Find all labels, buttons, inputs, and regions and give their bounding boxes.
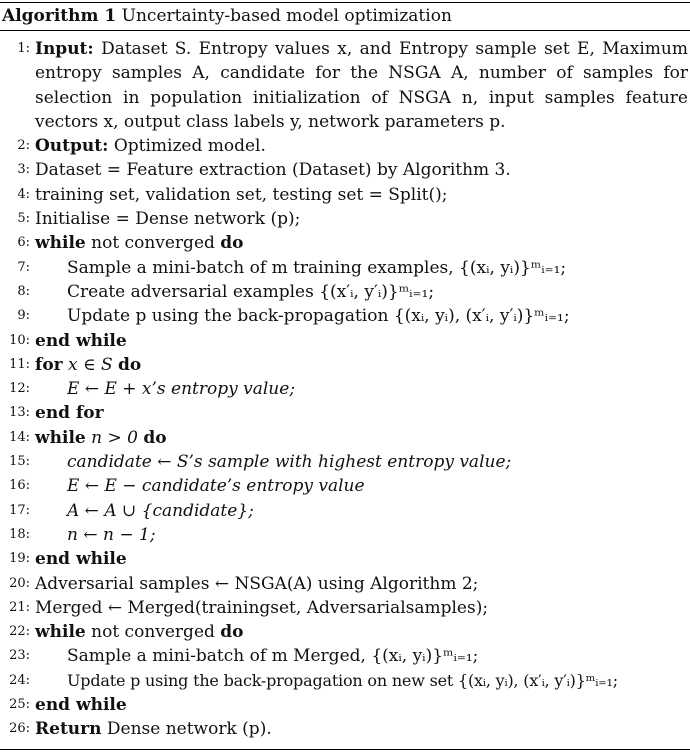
algorithm-line-end-while	[0, 693, 690, 717]
keyword-do: do	[220, 622, 244, 643]
algorithm-line	[0, 304, 690, 328]
line-text: Dataset = Feature extraction (Dataset) by Algorithm 3.	[35, 160, 511, 181]
line-text: Initialise = Dense network (p);	[35, 209, 301, 230]
line-text: A ← A ∪ {candidate};	[67, 500, 254, 521]
algorithm-line	[0, 207, 690, 231]
algorithm-line	[0, 256, 690, 280]
algorithm-line	[0, 450, 690, 474]
keyword-for: for	[35, 354, 63, 375]
keyword-while: while	[35, 233, 86, 254]
algorithm-line-end-while	[0, 329, 690, 353]
keyword-end-while: end while	[35, 549, 127, 570]
algorithm-line	[0, 669, 690, 693]
line-text: n ← n − 1;	[67, 524, 156, 545]
algorithm-line-input	[0, 37, 690, 134]
keyword-end-while: end while	[35, 695, 127, 716]
algorithm-line-while	[0, 426, 690, 450]
line-number: 7:	[17, 259, 30, 275]
line-number: 19:	[9, 551, 30, 567]
keyword-do: do	[143, 427, 167, 448]
line-text: Dense network (p).	[106, 719, 272, 740]
algorithm-line-while	[0, 231, 690, 255]
bottom-rule	[0, 749, 690, 750]
algorithm-lines	[0, 37, 690, 742]
keyword-return: Return	[35, 719, 102, 740]
line-text: Dataset S. Entropy values x, and Entropy sample set E, Maximum entropy samples A, candidate for the NSGA A, number of samples for selection in population initialization of NSGA n, input samples feature vectors x, output class labels y, network parameters p.	[35, 39, 688, 132]
algorithm-line	[0, 523, 690, 547]
line-number: 17:	[9, 502, 30, 518]
keyword-input: Input:	[35, 39, 94, 59]
line-number: 26:	[9, 721, 30, 737]
line-number: 15:	[9, 454, 30, 470]
line-number: 22:	[9, 624, 30, 640]
keyword-end-for: end for	[35, 403, 104, 424]
line-number: 6:	[17, 235, 30, 251]
keyword-do: do	[220, 233, 244, 254]
line-number: 23:	[9, 648, 30, 664]
algorithm-line-for	[0, 353, 690, 377]
algorithm-caption	[2, 5, 452, 27]
line-text: not converged	[91, 233, 215, 254]
line-number: 4:	[17, 186, 30, 202]
line-text: Update p using the back-propagation {(xᵢ, yᵢ), (x′ᵢ, y′ᵢ)}ᵐᵢ₌₁;	[67, 306, 570, 327]
algorithm-line-end-for	[0, 401, 690, 425]
line-number: 10:	[9, 332, 30, 348]
algorithm-line	[0, 596, 690, 620]
line-text: Sample a mini-batch of m training examples, {(xᵢ, yᵢ)}ᵐᵢ₌₁;	[67, 257, 567, 278]
line-number: 12:	[9, 381, 30, 397]
algorithm-line	[0, 644, 690, 668]
algorithm-line	[0, 474, 690, 498]
algorithm-line	[0, 572, 690, 596]
line-text: candidate ← S’s sample with highest entropy value;	[67, 452, 512, 473]
line-text: x ∈ S	[68, 354, 113, 375]
algorithm-line	[0, 377, 690, 401]
algorithm-line-output	[0, 134, 690, 158]
line-text: Update p using the back-propagation on new set {(xᵢ, yᵢ), (x′ᵢ, y′ᵢ)}ᵐᵢ₌₁;	[67, 670, 618, 690]
line-number: 9:	[17, 308, 30, 324]
algorithm-line	[0, 499, 690, 523]
caption-label: Algorithm 1	[2, 6, 117, 26]
keyword-while: while	[35, 427, 86, 448]
caption-title: Uncertainty-based model optimization	[121, 6, 452, 26]
algorithm-line-end-while	[0, 547, 690, 571]
algorithm-line	[0, 280, 690, 304]
line-number: 2:	[17, 138, 30, 154]
line-number: 20:	[9, 575, 30, 591]
line-number: 18:	[9, 526, 30, 542]
line-text: Create adversarial examples {(x′ᵢ, y′ᵢ)}ᵐᵢ₌₁;	[67, 281, 435, 302]
line-text: Sample a mini-batch of m Merged, {(xᵢ, yᵢ)}ᵐᵢ₌₁;	[67, 646, 479, 667]
line-text: Adversarial samples ← NSGA(A) using Algorithm 2;	[35, 573, 479, 594]
keyword-while: while	[35, 622, 86, 643]
line-text: E ← E − candidate’s entropy value	[67, 476, 365, 497]
line-number: 5:	[17, 211, 30, 227]
line-number: 14:	[9, 429, 30, 445]
line-text: Optimized model.	[113, 136, 266, 157]
line-number: 1:	[17, 41, 30, 56]
line-text: n > 0	[91, 427, 138, 448]
keyword-do: do	[118, 354, 142, 375]
line-text: Merged ← Merged(trainingset, Adversarialsamples);	[35, 597, 489, 618]
algorithm-line	[0, 183, 690, 207]
algorithm-line	[0, 158, 690, 182]
line-text: E ← E + x’s entropy value;	[67, 379, 296, 400]
keyword-end-while: end while	[35, 330, 127, 351]
line-text: not converged	[91, 622, 215, 643]
line-number: 8:	[17, 283, 30, 299]
line-number: 16:	[9, 478, 30, 494]
keyword-output: Output:	[35, 136, 109, 157]
line-number: 25:	[9, 697, 30, 713]
line-text: training set, validation set, testing set = Split();	[35, 184, 448, 205]
line-number: 21:	[9, 599, 30, 615]
line-number: 13:	[9, 405, 30, 421]
line-number: 24:	[9, 672, 30, 688]
algorithm-line-return	[0, 717, 690, 741]
top-rule	[0, 2, 690, 3]
line-number: 11:	[9, 356, 30, 372]
line-number: 3:	[17, 162, 30, 178]
algorithm-line-while	[0, 620, 690, 644]
caption-rule	[0, 30, 690, 31]
